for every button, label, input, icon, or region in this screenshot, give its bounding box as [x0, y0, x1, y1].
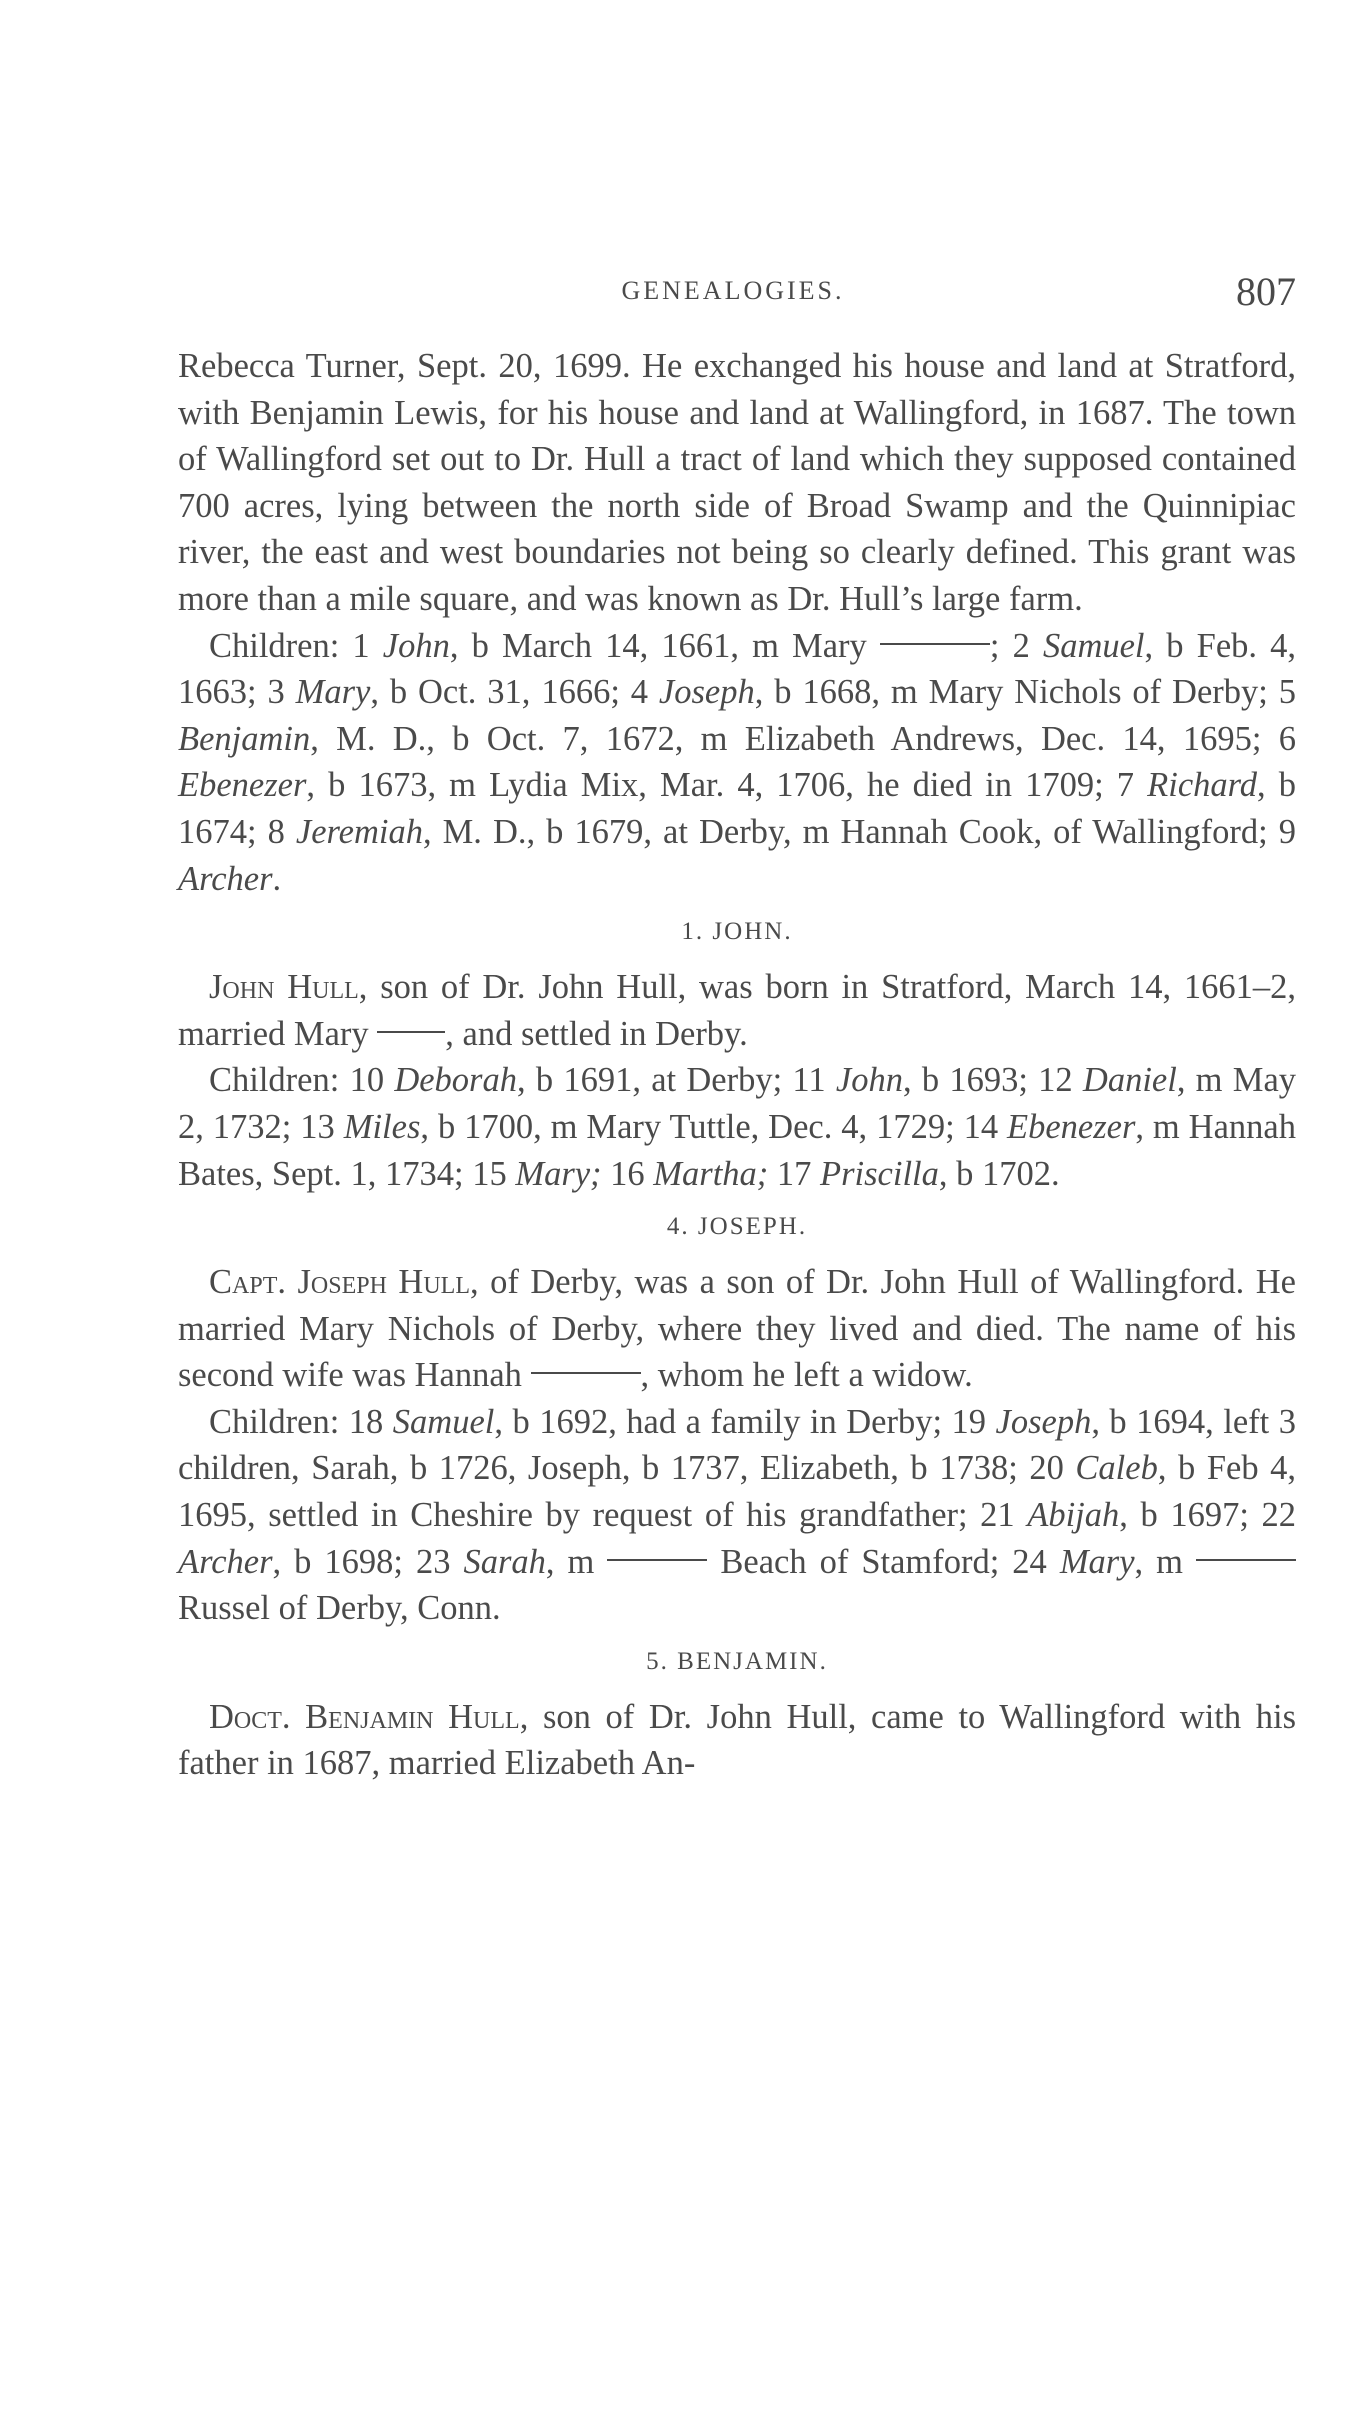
body-text — [178, 343, 1296, 1787]
paragraph-john-hull: John Hull, son of Dr. John Hull, was born in Stratford, March 14, 1661–2, married Mary , and settled in Derby. — [178, 968, 1296, 1053]
child-name: Samuel — [392, 1402, 495, 1441]
child-name: Priscilla — [820, 1154, 939, 1193]
child-name: Daniel — [1082, 1061, 1177, 1100]
paragraph-continuation: Rebecca Turner, Sept. 20, 1699. He exchanged his house and land at Stratford, with Benjamin Lewis, for his house and land at Wallingford, in 1687. The town of Wallingford set out to Dr. Hull a tract of land which they supposed contained 700 acres, lying between the north side of Broad Swamp and the Quinnipiac river, the east and west boundaries not being so clearly defined. This grant was more than a mile square, and was known as Dr. Hull’s large farm. — [178, 347, 1296, 618]
child-name: Mary — [1059, 1542, 1135, 1581]
section-heading: 4. JOSEPH. — [666, 1213, 808, 1241]
child-name: Joseph — [995, 1402, 1092, 1441]
page-number: 807 — [1236, 269, 1296, 314]
child-name: Sarah — [463, 1542, 546, 1581]
person-name: Doct. Benjamin Hull — [209, 1697, 520, 1736]
running-head: GENEALOGIES. — [621, 276, 845, 305]
child-name: Benjamin — [178, 719, 311, 758]
child-name: Archer — [178, 1542, 273, 1581]
child-name: Archer — [178, 859, 273, 898]
paragraph-children-of-joseph: Children: 18 Samuel, b 1692, had a family in Derby; 19 Joseph, b 1694, left 3 children, Sarah, b 1726, Joseph, b 1737, Elizabeth, b 1738; 20 Caleb, b Feb 4, 1695, settled in Cheshire by request of his grandfather; 21 Abijah, b 1697; 22 Archer, b 1698; 23 Sarah, m Beach of Stamford; 24 Mary, m Russel of Derby, Conn. — [178, 1402, 1296, 1628]
section-heading: 5. BENJAMIN. — [646, 1647, 828, 1675]
paragraph-children-of-dr-john-hull: Children: 1 John, b March 14, 1661, m Mary ; 2 Samuel, b Feb. 4, 1663; 3 Mary, b Oct. 31, 1666; 4 Joseph, b 1668, m Mary Nichols of Derby; 5 Benjamin, M. D., b Oct. 7, 1672, m Elizabeth Andrews, Dec. 14, 1695; 6 Ebenezer, b 1673, m Lydia Mix, Mar. 4, 1706, he died in 1709; 7 Richard, b 1674; 8 Jeremiah, M. D., b 1679, at Derby, m Hannah Cook, of Wallingford; 9 Archer. — [178, 626, 1297, 898]
child-name: Mary — [295, 673, 371, 712]
page-header — [170, 268, 1296, 322]
paragraph-benjamin-hull: Doct. Benjamin Hull, son of Dr. John Hull, came to Wallingford with his father in 1687, married Elizabeth An- — [178, 1697, 1296, 1783]
child-name: Martha; — [653, 1154, 777, 1193]
child-name: Caleb — [1075, 1449, 1158, 1488]
blank-dash — [880, 643, 990, 645]
child-name: Ebenezer — [178, 766, 307, 805]
blank-dash — [1196, 1559, 1296, 1561]
child-name: Mary; — [515, 1154, 611, 1193]
paragraph-children-of-john: Children: 10 Deborah, b 1691, at Derby; 11 John, b 1693; 12 Daniel, m May 2, 1732; 13 Miles, b 1700, m Mary Tuttle, Dec. 4, 1729; 14 Ebenezer, m Hannah Bates, Sept. 1, 1734; 15 Mary; 16 Martha; 17 Priscilla, b 1702. — [178, 1061, 1297, 1193]
child-name: Jeremiah — [295, 812, 423, 851]
person-name: John Hull — [209, 968, 359, 1007]
child-name: Miles — [343, 1107, 421, 1146]
child-name: Richard — [1147, 766, 1258, 805]
blank-dash — [607, 1559, 707, 1561]
child-name: Abijah — [1027, 1496, 1120, 1535]
blank-dash — [531, 1372, 641, 1374]
child-name: Deborah — [394, 1061, 517, 1100]
person-name: Capt. Joseph Hull — [209, 1263, 470, 1302]
child-name: Samuel — [1042, 626, 1145, 665]
section-heading: 1. JOHN. — [681, 918, 793, 946]
paragraph-joseph-hull: Capt. Joseph Hull, of Derby, was a son of Dr. John Hull of Wallingford. He married Mary Nichols of Derby, where they lived and died. The name of his second wife was Hannah , whom he left a widow. — [178, 1263, 1296, 1395]
child-name: Joseph — [658, 673, 755, 712]
blank-dash — [377, 1031, 445, 1033]
child-name: John — [382, 626, 450, 665]
child-name: Ebenezer — [1007, 1107, 1136, 1146]
child-name: John — [835, 1061, 903, 1100]
